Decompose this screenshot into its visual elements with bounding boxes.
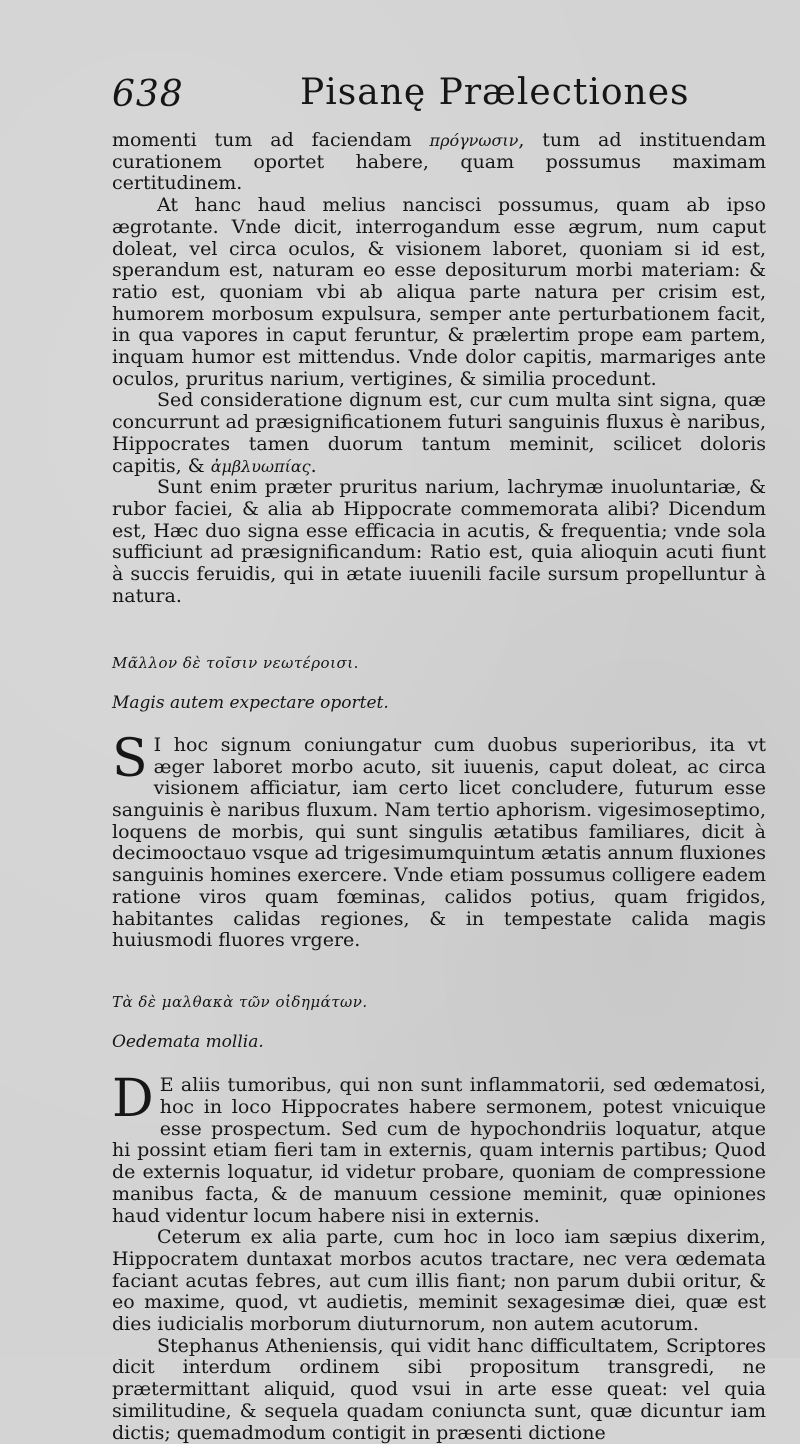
paragraph-6: [112, 1069, 766, 1227]
paragraph-5: [112, 728, 766, 952]
greek-term: ἀμβλυωπίας: [210, 456, 311, 476]
paragraph-3-text-b: .: [310, 454, 317, 477]
paragraph-5-text: I hoc signum coniungatur cum duobus superioribus, ita vt æger laboret morbo acuto, sit iuuenis, caput doleat, ac circa visionem afficiatur, iam certo licet concludere, futurum esse sanguinis è naribus fluxum. Nam tertio aphorism. vigesimoseptimo, loquens de morbis, qui sunt singulis ætatibus familiares, dicit à decimooctauo vsque ad trigesimumquintum ætatis annum fluxiones sanguinis homines exercere. Vnde etiam possumus colligere eadem ratione viros quam fœminas, calidos potius, quam frigidos, habitantes calidas regiones, & in tempestate calida magis huiusmodi fluores vrgere.: [112, 733, 766, 952]
paragraph-7: Ceterum ex alia parte, cum hoc in loco iam sæpius dixerim, Hippocratem duntaxat morbos acutos tractare, nec vera œdemata faciant acutas febres, aut cum illis fiant; non parum dubii oritur, & eo maxime, quod, vt audietis, meminit sexagesimæ diei, quæ est dies iudicialis morborum diuturnorum, non autem acutorum.: [112, 1226, 766, 1336]
lemma-2-greek: Τὰ δὲ μαλθακὰ τῶν οἰδημάτων.: [112, 992, 368, 1011]
lemma-1-latin: Magis autem expectare oportet.: [112, 693, 389, 714]
page-number: 638: [112, 74, 184, 115]
lemma-2-latin: Oedemata mollia.: [112, 1031, 264, 1052]
paragraph-3-text-a: Sed consideratione dignum est, cur cum multa sint signa, quæ concurrunt ad præsignificationem futuri sanguinis fluxus è naribus, Hippocrates tamen duorum tantum meminit, scilicet doloris capitis, &: [112, 389, 766, 477]
paragraph-4: Sunt enim præter pruritus narium, lachrymæ inuoluntariæ, & rubor faciei, & alia ab Hippocrate commemorata alibi? Dicendum est, Hæc duo signa esse efficacia in acutis, & frequentia; vnde sola sufficiunt ad præsignificandum: Ratio est, quia alioquin acuti fiunt à succis feruidis, qui in ætate iuuenili facile sursum propelluntur à natura.: [112, 476, 766, 607]
page-header: [112, 70, 766, 130]
running-title: Pisanę Prælectiones: [300, 72, 690, 113]
drop-cap: D: [112, 1069, 154, 1130]
paragraph-1: [112, 130, 766, 195]
paragraph-6-text: E aliis tumoribus, qui non sunt inflammatorii, sed œdematosi, hoc in loco Hippocrates habere sermonem, potest vnicuique esse prospectum. Sed cum de hypochondriis loquatur, atque hi possint etiam fieri tam in externis, quam internis partibus; Quod de externis loquatur, id videtur probare, quoniam de compressione manibus facta, & de manuum cessione meminit, quæ opiniones haud videntur locum habere nisi in externis.: [112, 1074, 766, 1227]
drop-cap: S: [112, 728, 148, 789]
paragraph-8: Stephanus Atheniensis, qui vidit hanc difficultatem, Scriptores dicit interdum ordinem sibi propositum transgredi, ne prætermittant aliquid, quod vsui in arte esse queat: vel quia similitudine, & sequela quadam coniuncta sunt, quæ dicuntur iam dictis; quemadmodum contigit in præsenti dictione: [112, 1334, 766, 1444]
paragraph-2: At hanc haud melius nancisci possumus, quam ab ipso ægrotante. Vnde dicit, interrogandum esse ægrum, num caput doleat, vel circa oculos, & visionem laboret, quoniam si id est, sperandum est, naturam eo esse depositurum morbi materiam: & ratio est, quoniam vbi ab aliqua parte natura per crisim est, humorem morbosum expulsura, semper ante perturbationem facit, in qua vapores in caput feruntur, & prælertim prope eam partem, inquam humor est mittendus. Vnde dolor capitis, marmariges ante oculos, pruritus narium, vertigines, & similia procedunt.: [112, 194, 766, 390]
paragraph-1-text-b: , tum ad instituendam curationem oportet habere, quam possumus maximam certitudinem.: [112, 129, 766, 195]
paragraph-3: [112, 390, 766, 477]
lemma-1-greek: Μᾶλλον δὲ τοῖσιν νεωτέροισι.: [112, 654, 359, 673]
paragraph-1-text-a: momenti tum ad faciendam: [112, 129, 430, 151]
greek-term: πρόγνωσιν: [429, 131, 519, 150]
